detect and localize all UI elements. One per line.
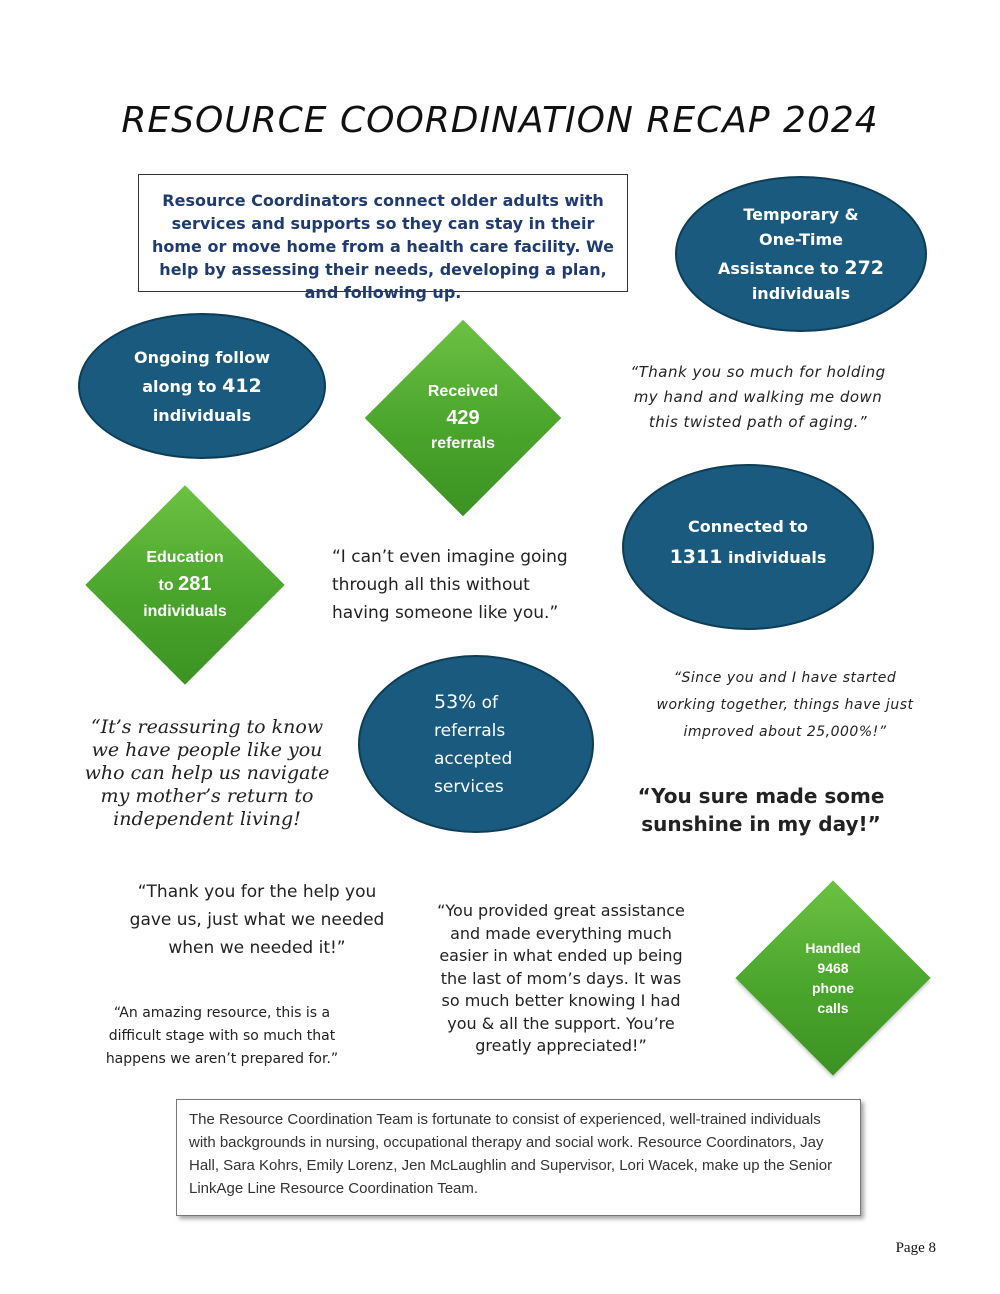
oval-line: individuals xyxy=(751,284,851,303)
handled-calls-diamond xyxy=(730,880,936,1076)
oval-line: accepted xyxy=(434,748,513,769)
oval-line: services xyxy=(434,776,504,797)
oval-line: 1311 individuals xyxy=(669,546,827,568)
oval-line: Assistance to 272 xyxy=(717,257,885,279)
oval-line: Connected to xyxy=(687,517,808,536)
oval-line: 53% of xyxy=(434,690,499,713)
stat-number: 272 xyxy=(844,257,885,279)
quote-amazing-resource: “An amazing resource, this is a difficult stage with so much that happens we aren’t prepared for.” xyxy=(105,1005,339,1067)
connected-oval xyxy=(622,464,874,630)
quote-thank-you-help: “Thank you for the help you gave us, just what we needed when we needed it!” xyxy=(129,882,385,958)
stat-number: 429 xyxy=(446,407,480,429)
diamond-line: Received xyxy=(427,383,499,400)
diamond-line: Education xyxy=(146,549,224,566)
page-title: RESOURCE COORDINATION RECAP 2024 xyxy=(121,100,879,141)
oval-line: along to 412 xyxy=(142,374,262,397)
quote-holding-hand: “Thank you so much for holding my hand and walking me down this twisted path of aging.” xyxy=(630,363,886,431)
diamond-line: referrals xyxy=(430,435,496,452)
oval-line: One-Time xyxy=(758,230,844,249)
accepted-services-oval xyxy=(358,655,594,833)
page-number: Page 8 xyxy=(895,1240,936,1256)
education-diamond xyxy=(80,487,290,683)
quote-imagine: “I can’t even imagine going through all this without having someone like you.” xyxy=(332,547,568,623)
quote-reassuring: “It’s reassuring to know we have people like you who can help us navigate my mother’s return to independent living! xyxy=(84,716,330,830)
diamond-line: calls xyxy=(817,1000,849,1016)
intro-box: Resource Coordinators connect older adults with services and supports so they can stay in their home or move home from a health care facility. We help by assessing their needs, developing a plan, and following up. xyxy=(138,174,628,292)
diamond-line: Handled xyxy=(805,940,861,956)
oval-line: individuals xyxy=(152,405,252,425)
stat-number: 281 xyxy=(178,573,212,595)
quote-25000: “Since you and I have started working together, things have just improved about 25,000%!” xyxy=(656,670,914,740)
team-description-box: The Resource Coordination Team is fortunate to consist of experienced, well-trained individuals with backgrounds in nursing, occupational therapy and social work. Resource Coordinators, Jay Hall, Sara Kohrs, Emily Lorenz, Jen McLaughlin and Supervisor, Lori Wacek, make up the Senior LinkAge Line Resource Coordination Team. xyxy=(176,1099,861,1216)
temporary-assistance-oval xyxy=(675,176,927,332)
received-referrals-diamond xyxy=(362,320,564,516)
oval-line: Temporary & xyxy=(743,205,859,224)
stat-number: 1311 xyxy=(669,546,723,568)
stat-number: 9468 xyxy=(817,960,849,976)
stat-number: 53% xyxy=(434,690,477,713)
stat-number: 412 xyxy=(222,374,262,397)
ongoing-followalong-oval xyxy=(78,313,326,459)
diamond-line: phone xyxy=(812,980,854,996)
diamond-line: individuals xyxy=(143,603,227,620)
diamond-line: to 281 xyxy=(158,573,212,595)
oval-line: Ongoing follow xyxy=(133,347,271,367)
quote-great-assistance: “You provided great assistance and made everything much easier in what ended up being the last of mom’s days. It was so much better knowing I had you & all the support. You’re greatly appreciated!” xyxy=(437,901,685,1055)
quote-sunshine: “You sure made some sunshine in my day!” xyxy=(637,784,885,836)
oval-line: referrals xyxy=(434,720,506,741)
